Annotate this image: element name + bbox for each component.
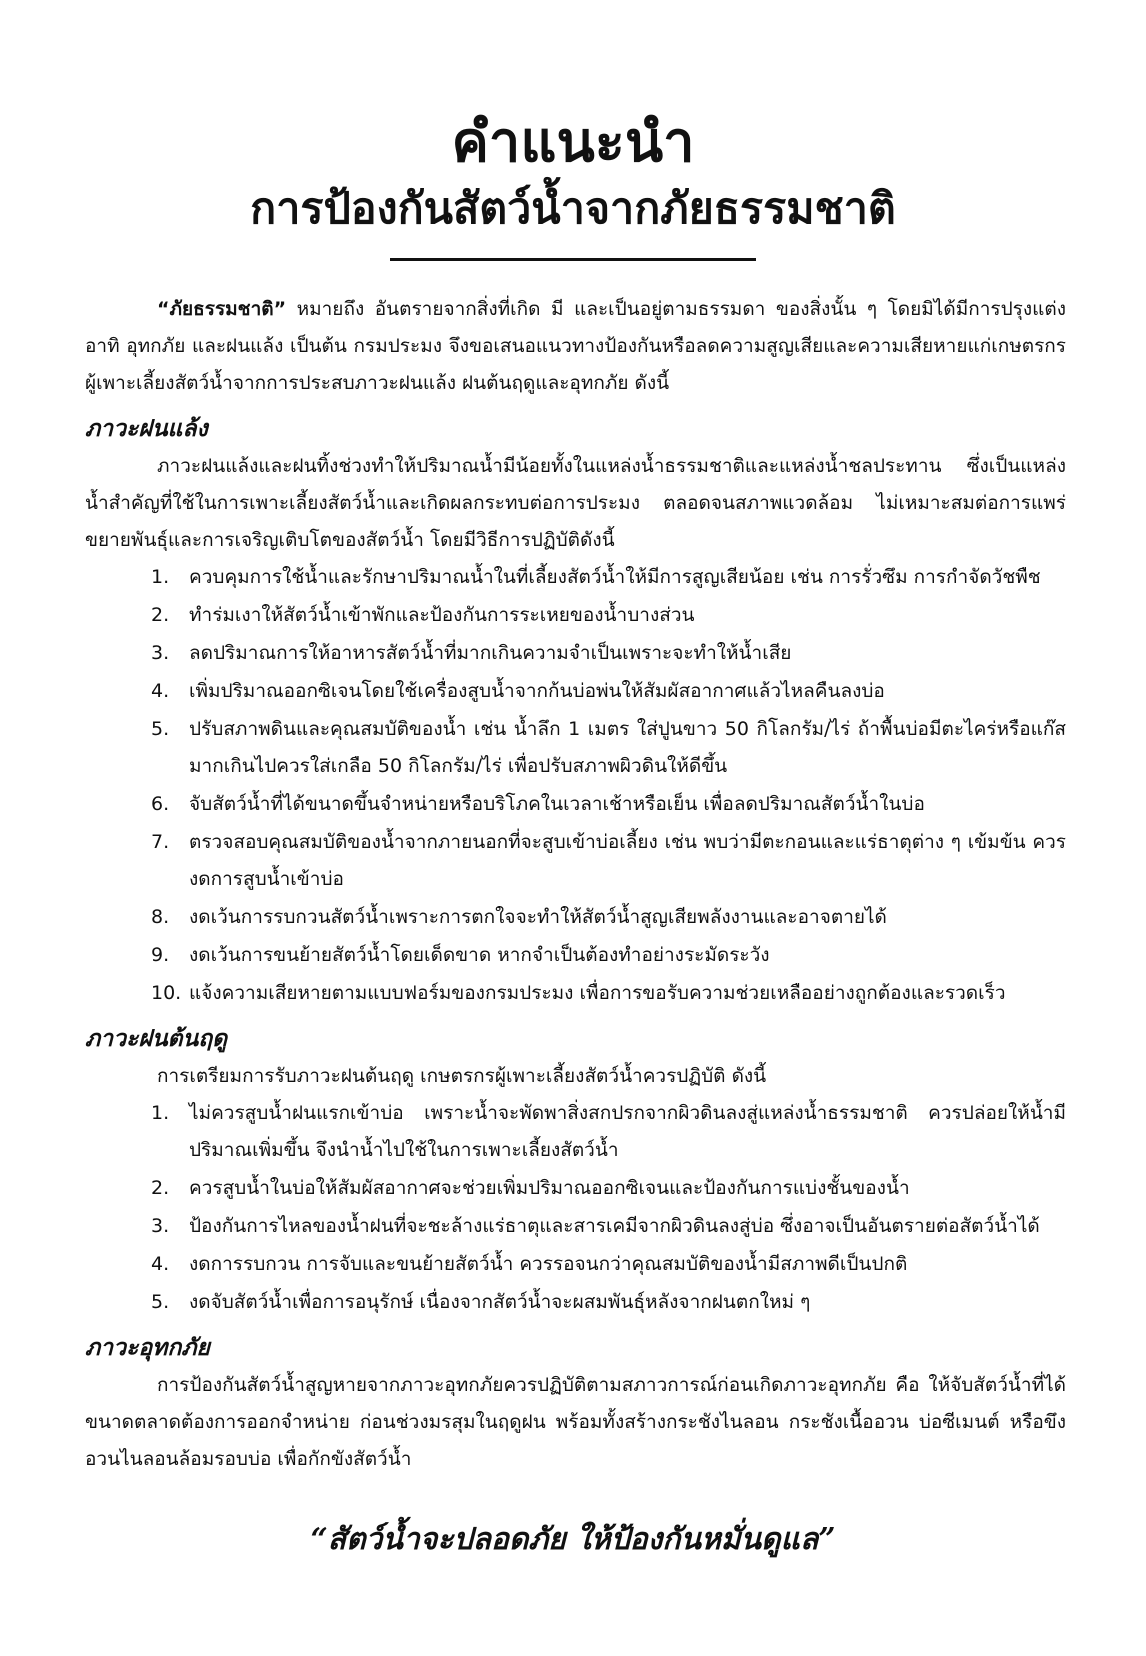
item-text: งดจับสัตว์น้ำเพื่อการอนุรักษ์ เนื่องจากสัตว์น้ำจะผสมพันธุ์หลังจากฝนตกใหม่ ๆ xyxy=(189,1291,811,1313)
list-item xyxy=(85,1208,1066,1245)
item-text: ทำร่มเงาให้สัตว์น้ำเข้าพักและป้องกันการระเหยของน้ำบางส่วน xyxy=(189,604,695,626)
drought-heading: ภาวะฝนแล้ง xyxy=(85,416,208,442)
list-item xyxy=(85,1284,1066,1321)
list-item xyxy=(85,937,1066,974)
item-number: 10. xyxy=(151,982,182,1004)
item-text: จับสัตว์น้ำที่ได้ขนาดขึ้นจำหน่ายหรือบริโภคในเวลาเช้าหรือเย็น เพื่อลดปริมาณสัตว์น้ำในบ่อ xyxy=(189,793,925,815)
item-number: 2. xyxy=(151,1177,170,1199)
document-subtitle: การป้องกันสัตว์น้ำจากภัยธรรมชาติ xyxy=(250,184,896,234)
item-number: 5. xyxy=(151,1291,170,1313)
item-text: งดเว้นการรบกวนสัตว์น้ำเพราะการตกใจจะทำให้สัตว์น้ำสูญเสียพลังงานและอาจตายได้ xyxy=(189,906,887,928)
list-item xyxy=(85,786,1066,823)
item-text: ตรวจสอบคุณสมบัติของน้ำจากภายนอกที่จะสูบเข้าบ่อเลี้ยง เช่น พบว่ามีตะกอนและแร่ธาตุต่าง ๆ เข้มข้น ควรงดการสูบน้ำเข้าบ่อ xyxy=(189,831,1066,890)
list-item xyxy=(85,597,1066,634)
early-rain-steps xyxy=(85,1095,1066,1321)
list-item xyxy=(85,1170,1066,1207)
list-item xyxy=(85,899,1066,936)
item-text: งดเว้นการขนย้ายสัตว์น้ำโดยเด็ดขาด หากจำเป็นต้องทำอย่างระมัดระวัง xyxy=(189,944,770,966)
item-text: ควรสูบน้ำในบ่อให้สัมผัสอากาศจะช่วยเพิ่มปริมาณออกซิเจนและป้องกันการแบ่งชั้นของน้ำ xyxy=(189,1177,910,1199)
intro-text: หมายถึง อันตรายจากสิ่งที่เกิด มี และเป็นอยู่ตามธรรมดา ของสิ่งนั้น ๆ โดยมิได้มีการปรุงแต่ง อาทิ อุทกภัย และฝนแล้ง เป็นต้น กรมประมง จึงขอเสนอแนวทางป้องกันหรือลดความสูญเสียและความเสียหายแก่เกษตรกรผู้เพาะเลี้ยงสัตว์น้ำจากการประสบภาวะฝนแล้ง ฝนต้นฤดูและอุทกภัย ดังนี้ xyxy=(85,298,1066,394)
item-text: ลดปริมาณการให้อาหารสัตว์น้ำที่มากเกินความจำเป็นเพราะจะทำให้น้ำเสีย xyxy=(189,642,792,664)
list-item xyxy=(85,559,1066,596)
list-item xyxy=(85,673,1066,710)
intro-paragraph xyxy=(85,291,1066,402)
item-number: 8. xyxy=(151,906,170,928)
list-item xyxy=(85,711,1066,785)
item-text: ควบคุมการใช้น้ำและรักษาปริมาณน้ำในที่เลี้ยงสัตว์น้ำให้มีการสูญเสียน้อย เช่น การรั่วซึม การกำจัดวัชพืช xyxy=(189,566,1041,588)
item-text: ไม่ควรสูบน้ำฝนแรกเข้าบ่อ เพราะน้ำจะพัดพาสิ่งสกปรกจากผิวดินลงสู่แหล่งน้ำธรรมชาติ ควรปล่อยให้น้ำมีปริมาณเพิ่มขึ้น จึงนำน้ำไปใช้ในการเพาะเลี้ยงสัตว์น้ำ xyxy=(189,1102,1066,1161)
early-rain-intro: การเตรียมการรับภาวะฝนต้นฤดู เกษตรกรผู้เพาะเลี้ยงสัตว์น้ำควรปฏิบัติ ดังนี้ xyxy=(157,1065,767,1087)
list-item xyxy=(85,824,1066,898)
item-text: เพิ่มปริมาณออกซิเจนโดยใช้เครื่องสูบน้ำจากก้นบ่อพ่นให้สัมผัสอากาศแล้วไหลคืนลงบ่อ xyxy=(189,680,885,702)
item-text: ป้องกันการไหลของน้ำฝนที่จะชะล้างแร่ธาตุและสารเคมีจากผิวดินลงสู่บ่อ ซึ่งอาจเป็นอันตรายต่อสัตว์น้ำได้ xyxy=(189,1215,1040,1237)
item-number: 1. xyxy=(151,1102,170,1124)
item-number: 1. xyxy=(151,566,170,588)
title-divider xyxy=(390,258,756,261)
flood-paragraph: การป้องกันสัตว์น้ำสูญหายจากภาวะอุทกภัยควรปฏิบัติตามสภาวการณ์ก่อนเกิดภาวะอุทกภัย คือ ให้จับสัตว์น้ำที่ได้ขนาดตลาดต้องการออกจำหน่าย ก่อนช่วงมรสุมในฤดูฝน พร้อมทั้งสร้างกระชังไนลอน กระชังเนื้ออวน บ่อซีเมนต์ หรือขึงอวนไนลอนล้อมรอบบ่อ เพื่อกักขังสัตว์น้ำ xyxy=(85,1374,1066,1470)
item-number: 3. xyxy=(151,1215,170,1237)
list-item xyxy=(85,1246,1066,1283)
item-number: 7. xyxy=(151,831,170,853)
flood-heading: ภาวะอุทกภัย xyxy=(85,1335,210,1361)
item-text: งดการรบกวน การจับและขนย้ายสัตว์น้ำ ควรรอจนกว่าคุณสมบัติของน้ำมีสภาพดีเป็นปกติ xyxy=(189,1253,908,1275)
intro-term: “ภัยธรรมชาติ” xyxy=(157,298,287,320)
item-number: 4. xyxy=(151,1253,170,1275)
list-item xyxy=(85,975,1066,1012)
drought-intro: ภาวะฝนแล้งและฝนทิ้งช่วงทำให้ปริมาณน้ำมีน้อยทั้งในแหล่งน้ำธรรมชาติและแหล่งน้ำชลประทาน ซึ่งเป็นแหล่งน้ำสำคัญที่ใช้ในการเพาะเลี้ยงสัตว์น้ำและเกิดผลกระทบต่อการประมง ตลอดจนสภาพแวดล้อม ไม่เหมาะสมต่อการแพร่ขยายพันธุ์และการเจริญเติบโตของสัตว์น้ำ โดยมีวิธีการปฏิบัติดังนี้ xyxy=(85,455,1066,551)
early-rain-heading: ภาวะฝนต้นฤดู xyxy=(85,1026,228,1052)
item-text: แจ้งความเสียหายตามแบบฟอร์มของกรมประมง เพื่อการขอรับความช่วยเหลืออย่างถูกต้องและรวดเร็ว xyxy=(189,982,1006,1004)
item-text: ปรับสภาพดินและคุณสมบัติของน้ำ เช่น น้ำลึก 1 เมตร ใส่ปูนขาว 50 กิโลกรัม/ไร่ ถ้าพื้นบ่อมีตะไคร่หรือแก๊สมากเกินไปควรใส่เกลือ 50 กิโลกรัม/ไร่ เพื่อปรับสภาพผิวดินให้ดีขึ้น xyxy=(189,718,1066,777)
item-number: 5. xyxy=(151,718,170,740)
item-number: 4. xyxy=(151,680,170,702)
list-item xyxy=(85,1095,1066,1169)
list-item xyxy=(85,635,1066,672)
item-number: 2. xyxy=(151,604,170,626)
item-number: 9. xyxy=(151,944,170,966)
item-number: 6. xyxy=(151,793,170,815)
document-title: คำแนะนำ xyxy=(451,110,695,175)
item-number: 3. xyxy=(151,642,170,664)
document-body xyxy=(85,291,1066,1478)
slogan: “สัตว์น้ำจะปลอดภัย ให้ป้องกันหมั่นดูแล” xyxy=(310,1522,836,1557)
drought-steps xyxy=(85,559,1066,1012)
